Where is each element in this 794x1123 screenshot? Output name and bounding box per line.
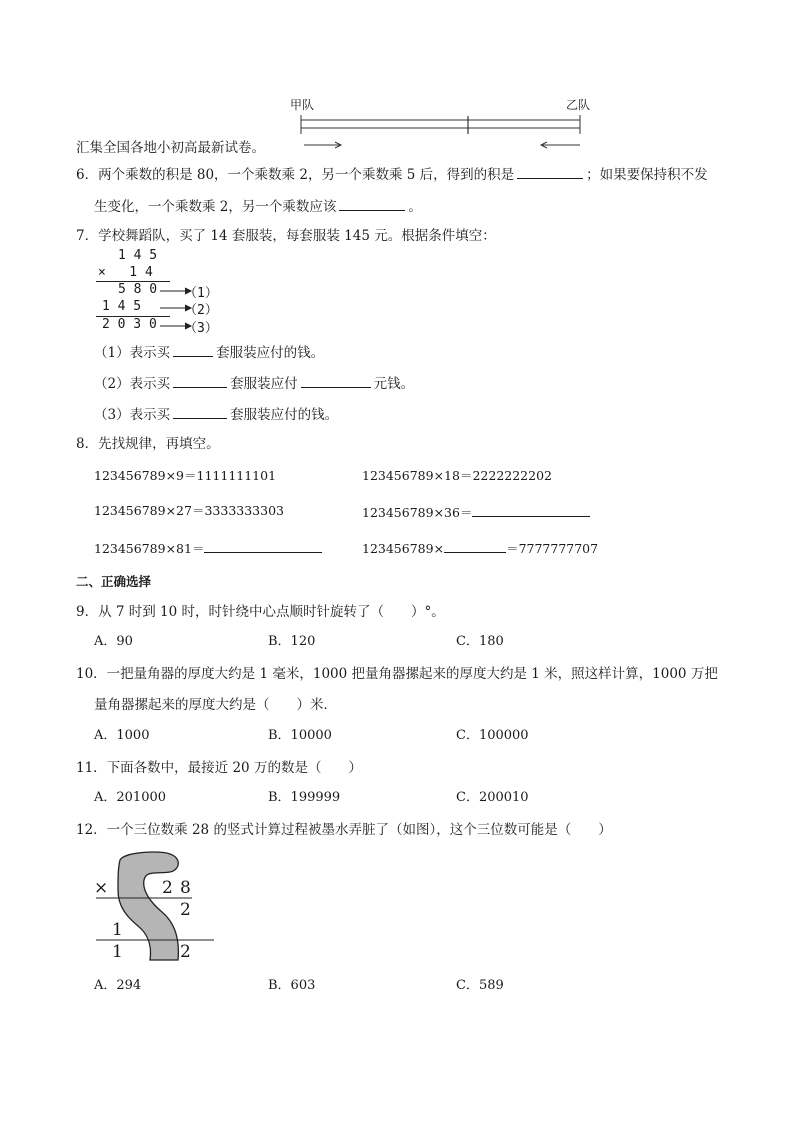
- fig-times: ×: [94, 878, 109, 898]
- q11-option-c[interactable]: C．200010: [456, 790, 529, 805]
- q6-line1: 6．两个乘数的积是 80，一个乘数乘 2，另一个乘数乘 5 后，得到的积是 ；如果要保持积不发: [76, 164, 708, 184]
- q8-eq1: 123456789×9＝1111111101: [94, 468, 277, 483]
- fig-digit-8: 8: [180, 878, 191, 898]
- q6-blank2[interactable]: [339, 196, 405, 211]
- section-heading: 二、正确选择: [76, 574, 152, 589]
- q8-blank1[interactable]: [472, 502, 590, 517]
- mult-row1: 1 4 5: [118, 248, 158, 263]
- q10-line1: 10．一把量角器的厚度大约是 1 毫米，1000 把量角器摞起来的厚度大约是 1 米，照这样计算，1000 万把: [76, 666, 718, 682]
- q10-option-c[interactable]: C．100000: [456, 728, 529, 743]
- q10-option-a[interactable]: A．1000: [94, 728, 150, 743]
- q7-blank1[interactable]: [173, 342, 213, 357]
- q12-stem: 12．一个三位数乘 28 的竖式计算过程被墨水弄脏了（如图），这个三位数可能是（ ）: [76, 822, 612, 838]
- q9-option-a[interactable]: A．90: [94, 634, 133, 649]
- mult-row4: 1 4 5: [102, 299, 142, 314]
- q8-stem: 8．先找规律，再填空。: [76, 436, 220, 452]
- q9-option-b[interactable]: B．120: [268, 634, 316, 649]
- q8-eq2: 123456789×18＝2222222202: [362, 468, 552, 483]
- q8-eq3: 123456789×27＝3333333303: [94, 503, 284, 518]
- q7-sub2: （2）表示买 套服装应付 元钱。: [94, 373, 414, 393]
- fig-digit-2: 2: [162, 878, 173, 898]
- team-b-label: 乙队: [566, 98, 591, 112]
- fig-partial-2: 2: [180, 900, 191, 920]
- fig-result-1: 1: [112, 942, 123, 962]
- ink-blot: [90, 850, 220, 965]
- q9-option-c[interactable]: C．180: [456, 634, 504, 649]
- q12-option-a[interactable]: A．294: [94, 978, 142, 993]
- q10-option-b[interactable]: B．10000: [268, 728, 332, 743]
- q6-blank1[interactable]: [517, 164, 583, 179]
- distance-line: [290, 96, 600, 156]
- q8-eq6: 123456789× ＝7777777707: [362, 538, 598, 558]
- q11-stem: 11．下面各数中，最接近 20 万的数是（ ）: [76, 760, 362, 776]
- mult-row2: × 1 4: [98, 265, 153, 280]
- q9-stem: 9．从 7 时到 10 时，时针绕中心点顺时针旋转了（ ）°。: [76, 604, 445, 620]
- watermark-line: 汇集全国各地小初高最新试卷。: [76, 140, 265, 156]
- mult-row3: 5 8 0: [118, 282, 158, 297]
- q7-blank4[interactable]: [173, 404, 227, 419]
- q7-blank3[interactable]: [301, 373, 371, 388]
- team-diagram: [290, 96, 600, 156]
- q11-option-b[interactable]: B．199999: [268, 790, 341, 805]
- q12-option-b[interactable]: B．603: [268, 978, 316, 993]
- q8-blank3[interactable]: [444, 538, 506, 553]
- q7-stem: 7．学校舞蹈队，买了 14 套服装，每套服装 145 元。根据条件填空：: [76, 228, 496, 244]
- q12-option-c[interactable]: C．589: [456, 978, 504, 993]
- q7-sub1: （1）表示买 套服装应付的钱。: [94, 342, 324, 362]
- q6-line2: 生变化，一个乘数乘 2，另一个乘数应该 。: [94, 196, 422, 216]
- q11-option-a[interactable]: A．201000: [94, 790, 167, 805]
- q7-sub3: （3）表示买 套服装应付的钱。: [94, 404, 338, 424]
- q7-vertical-multiplication: [88, 248, 228, 338]
- mult-tag2: （2）: [184, 303, 218, 318]
- fig-partial-1: 1: [112, 920, 123, 940]
- fig-result-2: 2: [180, 942, 191, 962]
- team-a-label: 甲队: [290, 98, 315, 112]
- q10-line2: 量角器摞起来的厚度大约是（ ）米．: [94, 697, 337, 713]
- q8-eq4: 123456789×36＝: [362, 502, 593, 522]
- mult-tag1: （1）: [184, 286, 218, 301]
- mult-tag3: （3）: [184, 321, 218, 336]
- q8-eq5: 123456789×81＝: [94, 538, 325, 558]
- mult-row5: 2 0 3 0: [102, 317, 157, 332]
- q8-blank2[interactable]: [204, 538, 322, 553]
- q7-blank2[interactable]: [173, 373, 227, 388]
- q12-ink-figure: [90, 850, 220, 965]
